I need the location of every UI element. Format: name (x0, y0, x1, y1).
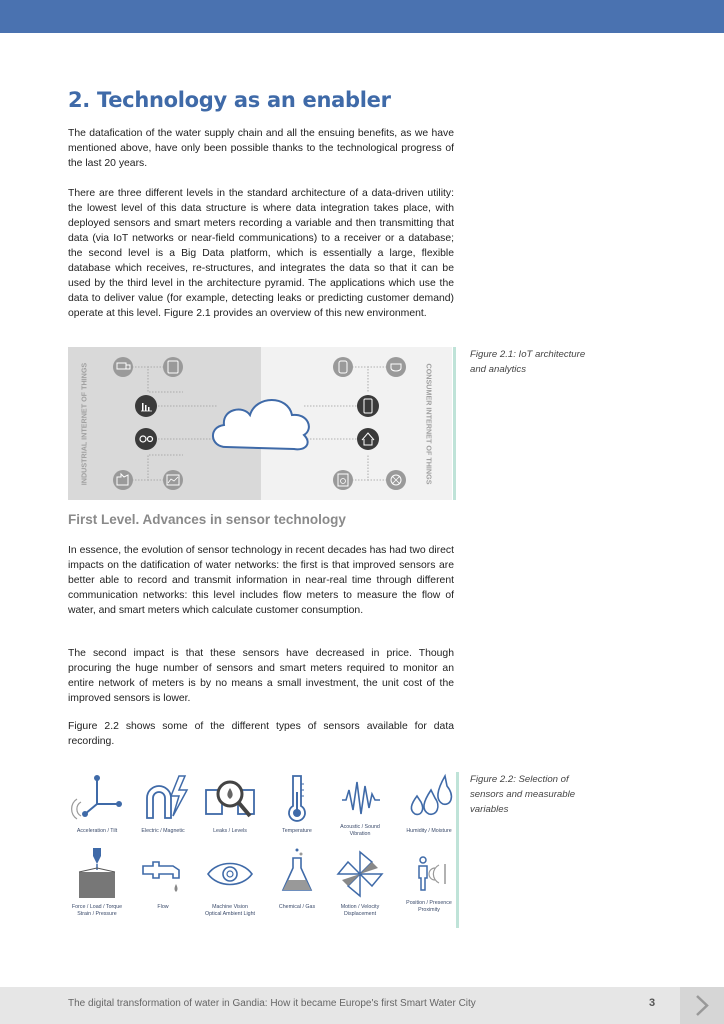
sensor-acoustic-sound (325, 772, 395, 838)
first-level-title: First Level. Advances in sensor technology (68, 512, 346, 527)
chemical-gas-icon (269, 846, 325, 902)
sensor-label: Leaks / Levels (213, 828, 247, 834)
smartwatch-icon (333, 357, 353, 377)
intro-paragraph: The datafication of the water supply chain and all the ensuing benefits, as we have mentioned above, have only been possible thanks to the technological progress of the last 20 years. (68, 128, 454, 169)
sensor-label: Force / Load / Torque (71, 904, 123, 910)
sensor-label: Motion / Velocity (340, 904, 380, 910)
sensor-evolution-paragraph: In essence, the evolution of sensor technology in recent decades has had two direct impacts on the datification of water networks: the first is that improved sensors are better able to record and transmit information in near-real time through different communication networks: this level includes flow meters to measure the flow of water, and smart meters which calculate customer consumption. (68, 545, 454, 616)
sensor-label: Flow (157, 904, 169, 910)
acoustic-sound-icon (332, 772, 388, 822)
sensor-humidity-moisture (394, 772, 464, 835)
iot-architecture-figure (68, 347, 456, 500)
truck-icon (113, 357, 133, 377)
sensors-figure (62, 770, 462, 930)
bar-chart-icon (135, 395, 157, 417)
electric-magnetic-icon (135, 772, 191, 826)
sensor-acceleration-tilt (62, 772, 132, 835)
machine-vision-icon (202, 846, 258, 902)
sensor-machine-vision (195, 846, 265, 918)
section-title: 2. Technology as an enabler (68, 88, 391, 112)
temperature-icon (269, 772, 325, 826)
acceleration-tilt-icon (69, 772, 125, 826)
sensor-leaks-levels (195, 772, 265, 835)
sensor-force-load (62, 846, 132, 918)
sensor-price-paragraph: The second impact is that these sensors have decreased in price. Though procuring the huge number of sensors and smart meters required to monitor an entire network of meters is by no means a small investment, the unit cost of the improved sensors is lower. (68, 648, 454, 704)
meter-icon (163, 470, 183, 490)
figure2-caption-line3: variables (470, 804, 509, 815)
fan-icon (386, 470, 406, 490)
sensor-chemical-gas (262, 846, 332, 911)
figure1-caption-line2: and analytics (470, 364, 526, 375)
washing-machine-icon (333, 470, 353, 490)
sensor-motion-velocity (325, 846, 395, 918)
sensor-label-2: Displacement (343, 911, 377, 917)
sensor-label: Electric / Magnetic (141, 828, 185, 834)
figure2-caption (470, 772, 610, 817)
sensor-label: Machine Vision (212, 904, 248, 910)
figure1-caption-line1: Figure 2.1: IoT architecture (470, 349, 586, 360)
plug-icon (386, 357, 406, 377)
smartphone-icon (357, 395, 379, 417)
sensor-electric-magnetic (128, 772, 198, 835)
sensor-label-2: Proximity (418, 907, 440, 913)
cloud-icon (213, 400, 309, 449)
footer-title: The digital transformation of water in Gandia: How it became Europe's first Smart Water City (68, 998, 476, 1009)
industrial-iot-label: INDUSTRIAL INTERNET OF THINGS (79, 362, 89, 486)
figure2-intro-paragraph: Figure 2.2 shows some of the different types of sensors available for data recording. (68, 721, 454, 747)
figure1-caption (470, 347, 610, 377)
humidity-moisture-icon (401, 772, 457, 826)
page-number: 3 (649, 997, 656, 1009)
sensor-label-2: Strain / Pressure (77, 911, 117, 917)
sensor-label-2: Vibration (349, 831, 371, 837)
factory-icon (113, 470, 133, 490)
figure2-caption-line2: sensors and measurable (470, 789, 576, 800)
next-page-button[interactable] (680, 987, 724, 1024)
sensor-label: Chemical / Gas (278, 904, 316, 910)
sensor-label: Acoustic / Sound (340, 824, 380, 830)
sensor-label: Acceleration / Tilt (76, 828, 118, 834)
position-presence-icon (401, 846, 457, 898)
home-icon (357, 428, 379, 450)
motion-velocity-icon (332, 846, 388, 902)
architecture-paragraph: There are three different levels in the standard architecture of a data-driven utility: the lowest level of this data structure is where data integration takes place, with deployed sensors and smart meters recording a variable and then transmitting that data (via IoT networks or near-field communications) to a receiver or a database; the second level is a Big Data platform, which is essentially a large, flexible database which receives, re-structures, and integrates the data so that it can be used by the third level in the architecture pyramid. The applications which use the data to deliver value (for example, detecting leaks or predicting customer demand) operate at this level. Figure 2.1 provides an overview of this new environment. (68, 188, 454, 319)
sensor-label: Position / Presence (406, 900, 452, 906)
sensor-temperature (262, 772, 332, 835)
iot-network-diagram (68, 347, 456, 500)
chevron-right-icon[interactable] (680, 987, 724, 1024)
sensor-label: Humidity / Moisture (406, 828, 452, 834)
sensor-label-2: Optical Ambient Light (204, 911, 256, 917)
sensor-flow (128, 846, 198, 911)
figure2-caption-line1: Figure 2.2: Selection of (470, 774, 569, 785)
flow-icon (135, 846, 191, 902)
sensor-position-presence (394, 846, 464, 914)
tablet-icon (163, 357, 183, 377)
header-band (0, 0, 724, 33)
sensor-label: Temperature (282, 828, 312, 834)
gears-icon (135, 428, 157, 450)
consumer-iot-label: CONSUMER INTERNET OF THINGS (424, 363, 434, 485)
force-load-icon (69, 846, 125, 902)
leaks-levels-icon (200, 772, 260, 826)
